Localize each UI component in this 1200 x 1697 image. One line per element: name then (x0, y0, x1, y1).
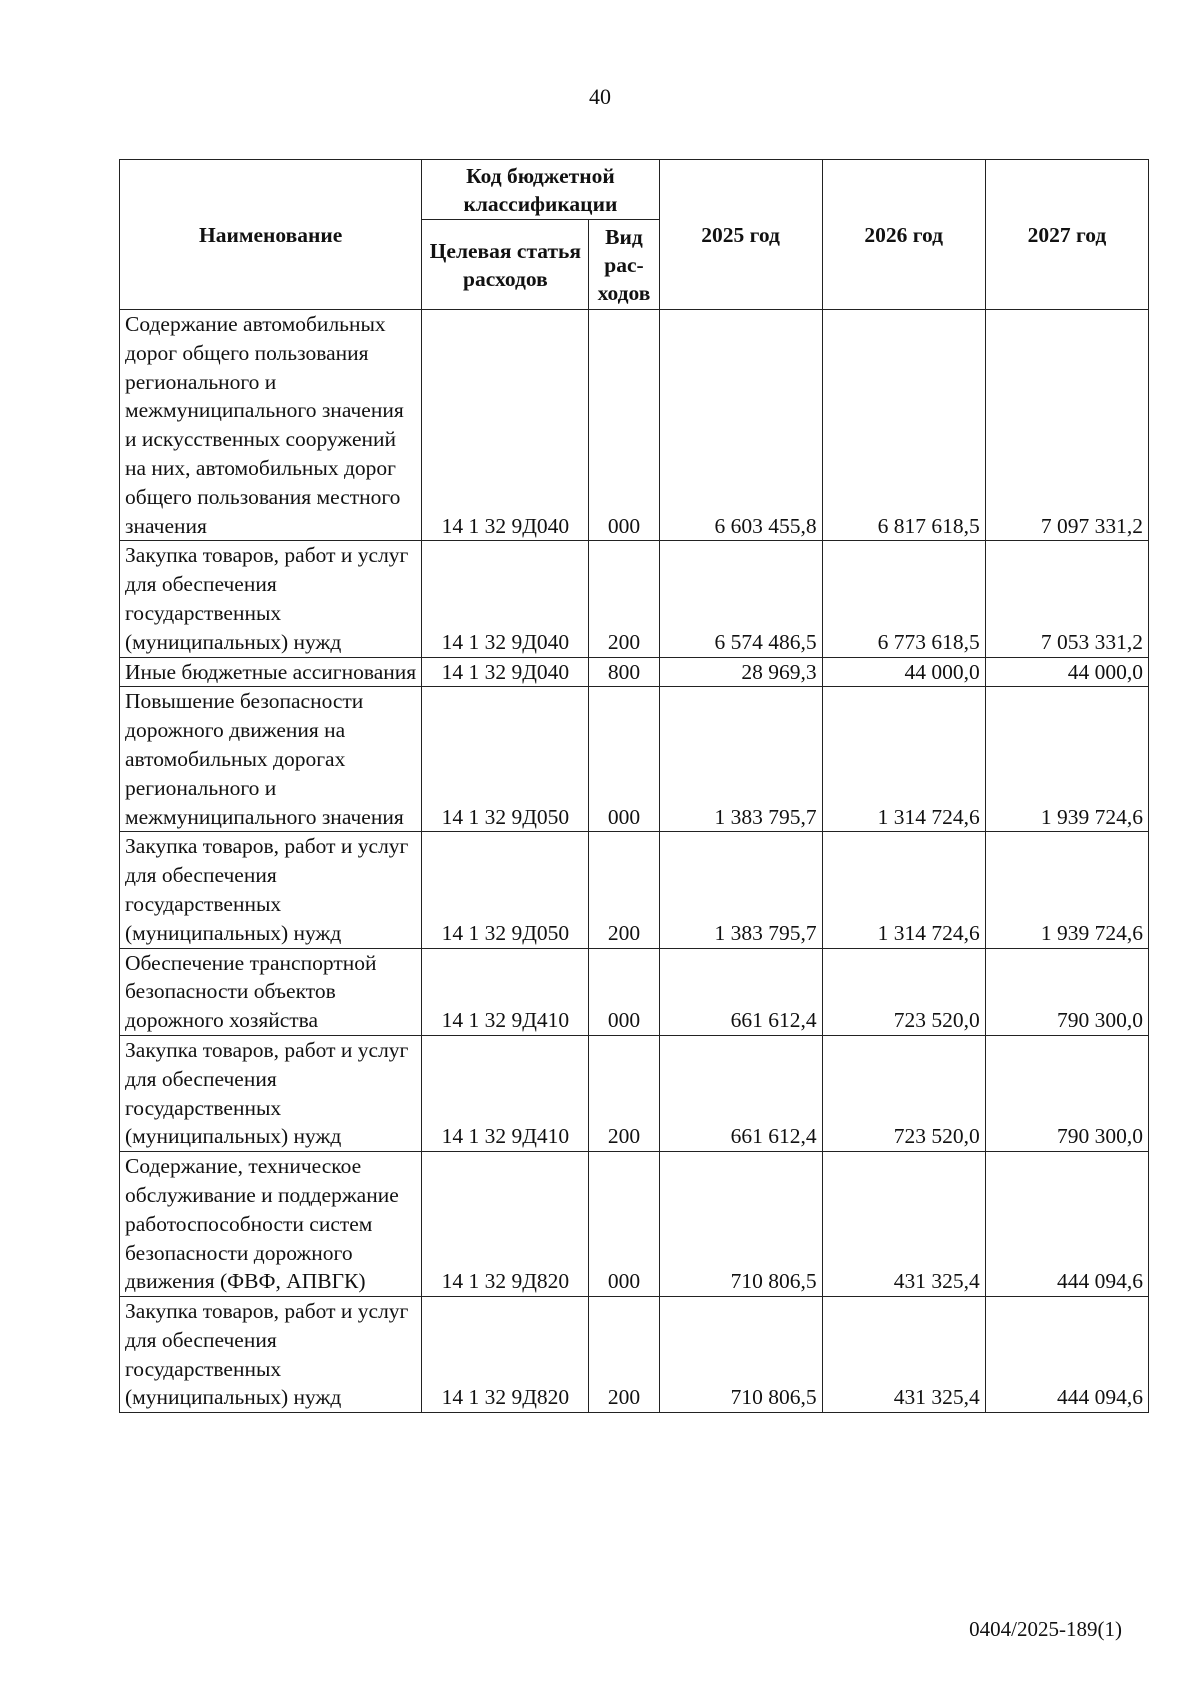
row-2027-cell: 444 094,6 (985, 1152, 1148, 1297)
row-2027-cell: 44 000,0 (985, 657, 1148, 687)
row-expense-type-cell: 000 (589, 310, 659, 541)
row-expense-type-cell: 200 (589, 1035, 659, 1151)
row-2027-cell: 7 097 331,2 (985, 310, 1148, 541)
row-target-article-cell: 14 1 32 9Д820 (422, 1297, 589, 1413)
header-expense-type: Вид рас-ходов (589, 220, 659, 310)
row-2027-cell: 1 939 724,6 (985, 832, 1148, 948)
row-expense-type-cell: 000 (589, 1152, 659, 1297)
row-name-cell: Обеспечение транспортной безопасности объектов дорожного хозяйства (120, 948, 422, 1035)
row-name-cell: Иные бюджетные ассигнования (120, 657, 422, 687)
row-name-cell: Закупка товаров, работ и услуг для обеспечения государственных (муниципальных) нужд (120, 1035, 422, 1151)
table-row (120, 1297, 1149, 1413)
row-name-cell: Закупка товаров, работ и услуг для обеспечения государственных (муниципальных) нужд (120, 1297, 422, 1413)
row-target-article-cell: 14 1 32 9Д410 (422, 1035, 589, 1151)
budget-table (119, 159, 1149, 1413)
row-target-article-cell: 14 1 32 9Д050 (422, 832, 589, 948)
row-2025-cell: 710 806,5 (659, 1152, 822, 1297)
header-code-group: Код бюджетной классификации (422, 160, 659, 220)
row-name-cell: Содержание автомобильных дорог общего пользования регионального и межмуниципального значения и искусственных сооружений на них, автомобильных дорог общего пользования местного значения (120, 310, 422, 541)
row-target-article-cell: 14 1 32 9Д040 (422, 657, 589, 687)
row-target-article-cell: 14 1 32 9Д040 (422, 541, 589, 657)
table-row (120, 948, 1149, 1035)
row-2025-cell: 6 603 455,8 (659, 310, 822, 541)
row-expense-type-cell: 200 (589, 832, 659, 948)
row-expense-type-cell: 000 (589, 948, 659, 1035)
row-2026-cell: 6 773 618,5 (822, 541, 985, 657)
row-expense-type-cell: 200 (589, 541, 659, 657)
row-2025-cell: 661 612,4 (659, 948, 822, 1035)
document-code: 0404/2025-189(1) (969, 1617, 1122, 1641)
row-target-article-cell: 14 1 32 9Д040 (422, 310, 589, 541)
row-2025-cell: 28 969,3 (659, 657, 822, 687)
row-2027-cell: 790 300,0 (985, 948, 1148, 1035)
table-row (120, 657, 1149, 687)
row-2025-cell: 710 806,5 (659, 1297, 822, 1413)
header-2025: 2025 год (659, 160, 822, 310)
row-name-cell: Закупка товаров, работ и услуг для обеспечения государственных (муниципальных) нужд (120, 832, 422, 948)
row-2025-cell: 1 383 795,7 (659, 687, 822, 832)
row-2026-cell: 1 314 724,6 (822, 687, 985, 832)
row-2027-cell: 7 053 331,2 (985, 541, 1148, 657)
row-expense-type-cell: 200 (589, 1297, 659, 1413)
row-2027-cell: 1 939 724,6 (985, 687, 1148, 832)
row-name-cell: Закупка товаров, работ и услуг для обеспечения государственных (муниципальных) нужд (120, 541, 422, 657)
row-2027-cell: 444 094,6 (985, 1297, 1148, 1413)
header-2027: 2027 год (985, 160, 1148, 310)
row-2027-cell: 790 300,0 (985, 1035, 1148, 1151)
row-target-article-cell: 14 1 32 9Д050 (422, 687, 589, 832)
row-2025-cell: 661 612,4 (659, 1035, 822, 1151)
row-2026-cell: 6 817 618,5 (822, 310, 985, 541)
table-row (120, 310, 1149, 541)
table-row (120, 541, 1149, 657)
table-row (120, 832, 1149, 948)
row-2026-cell: 723 520,0 (822, 948, 985, 1035)
row-name-cell: Содержание, техническое обслуживание и поддержание работоспособности систем безопасности дорожного движения (ФВФ, АПВГК) (120, 1152, 422, 1297)
page-number: 40 (589, 84, 611, 109)
row-expense-type-cell: 000 (589, 687, 659, 832)
row-2025-cell: 1 383 795,7 (659, 832, 822, 948)
table-row (120, 1152, 1149, 1297)
row-name-cell: Повышение безопасности дорожного движения на автомобильных дорогах регионального и межмуниципального значения (120, 687, 422, 832)
table-row (120, 687, 1149, 832)
header-target-article: Целевая статья расходов (422, 220, 589, 310)
row-2026-cell: 431 325,4 (822, 1297, 985, 1413)
table-row (120, 1035, 1149, 1151)
row-target-article-cell: 14 1 32 9Д820 (422, 1152, 589, 1297)
row-target-article-cell: 14 1 32 9Д410 (422, 948, 589, 1035)
row-2026-cell: 431 325,4 (822, 1152, 985, 1297)
row-2026-cell: 723 520,0 (822, 1035, 985, 1151)
row-expense-type-cell: 800 (589, 657, 659, 687)
row-2026-cell: 44 000,0 (822, 657, 985, 687)
header-2026: 2026 год (822, 160, 985, 310)
row-2025-cell: 6 574 486,5 (659, 541, 822, 657)
row-2026-cell: 1 314 724,6 (822, 832, 985, 948)
header-name: Наименование (120, 160, 422, 310)
